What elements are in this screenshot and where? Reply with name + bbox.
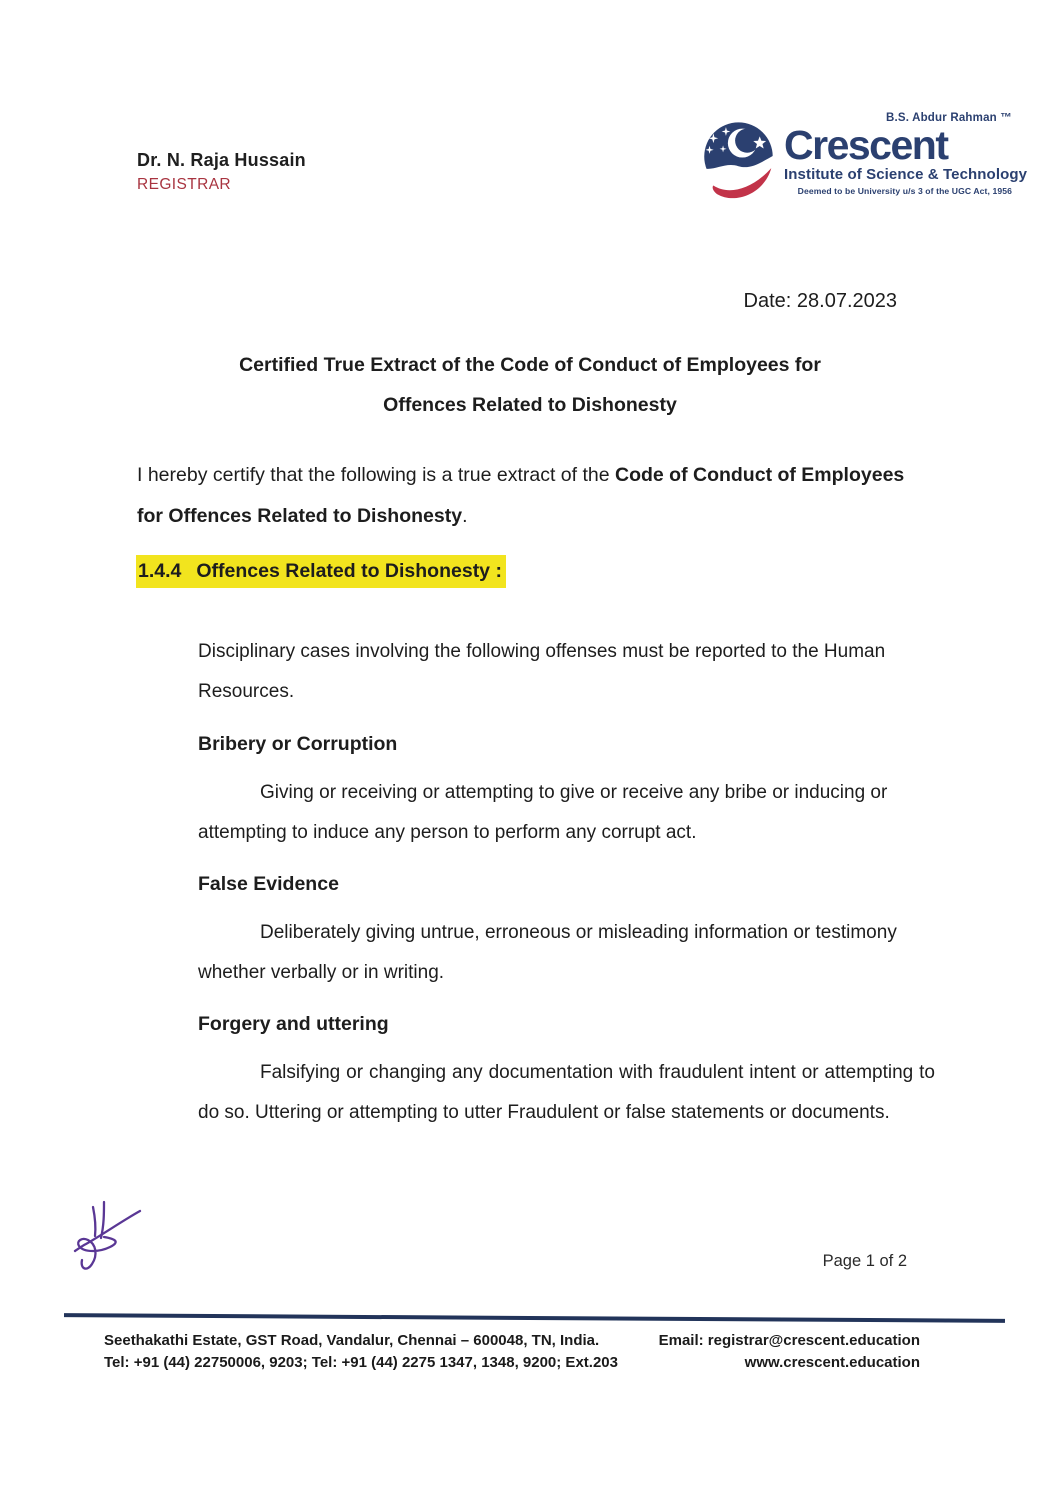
footer-contact-right	[620, 1330, 920, 1374]
crescent-logo	[697, 110, 1028, 210]
footer-phones: Tel: +91 (44) 22750006, 9203; Tel: +91 (44) 2275 1347, 1348, 9200; Ext.203	[104, 1354, 618, 1371]
lead-paragraph: Disciplinary cases involving the following offenses must be reported to the Human Resources.	[198, 641, 886, 702]
yellow-highlight	[136, 555, 506, 588]
author-name: Dr. N. Raja Hussain	[137, 150, 306, 170]
author-title: REGISTRAR	[137, 176, 232, 193]
footer-divider	[64, 1313, 1005, 1323]
intro-suffix: .	[462, 505, 468, 527]
date-line: Date: 28.07.2023	[743, 290, 897, 312]
footer-email: Email: registrar@crescent.education	[658, 1332, 920, 1349]
intro-normal-text: I hereby certify that the following is a true extract of the	[137, 464, 615, 486]
subsection-body-forgery-and-uttering: Falsifying or changing any documentation with fraudulent intent or attempting to do so. Uttering or attempting to utter Fraudulent or false statements or documents.	[198, 1062, 935, 1123]
subsection-heading-bribery-or-corruption: Bribery or Corruption	[198, 733, 398, 755]
footer-address: Seethakathi Estate, GST Road, Vandalur, Chennai – 600048, TN, India.	[104, 1332, 600, 1349]
subsection-body-false-evidence: Deliberately giving untrue, erroneous or misleading information or testimony whether verbally or in writing.	[198, 922, 897, 983]
document-title-line-2: Offences Related to Dishonesty	[383, 394, 677, 416]
section-number: 1.4.4	[138, 560, 182, 582]
subsection-heading-forgery-and-uttering: Forgery and uttering	[198, 1013, 389, 1035]
section-heading	[136, 560, 506, 583]
crescent-moon-stars-emblem-icon	[697, 112, 779, 206]
logo-brand: Crescent	[784, 122, 948, 168]
logo-text	[784, 112, 1028, 196]
intro-bold-text-line1: Code of Conduct of Employees	[615, 464, 905, 486]
registrar-signature-icon	[60, 1185, 180, 1285]
page-number: Page 1 of 2	[822, 1252, 907, 1270]
footer-contact-left	[104, 1330, 618, 1374]
footer-website: www.crescent.education	[744, 1354, 920, 1371]
logo-trademark: B.S. Abdur Rahman ™	[885, 112, 1012, 124]
section-heading-text: Offences Related to Dishonesty :	[196, 560, 502, 582]
subsection-body-bribery-or-corruption: Giving or receiving or attempting to give or receive any bribe or inducing or attempting to induce any person to perform any corrupt act.	[198, 782, 888, 843]
logo-institute: Institute of Science & Technology	[784, 166, 1028, 183]
author-block	[137, 150, 306, 194]
subsection-heading-false-evidence: False Evidence	[198, 873, 339, 895]
document-title-line-1: Certified True Extract of the Code of Conduct of Employees for	[239, 354, 821, 376]
intro-paragraph	[137, 455, 937, 537]
intro-bold-text-line2: for Offences Related to Dishonesty	[137, 505, 463, 527]
logo-tagline: Deemed to be University u/s 3 of the UGC Act, 1956	[797, 186, 1012, 196]
document-title	[134, 354, 926, 417]
